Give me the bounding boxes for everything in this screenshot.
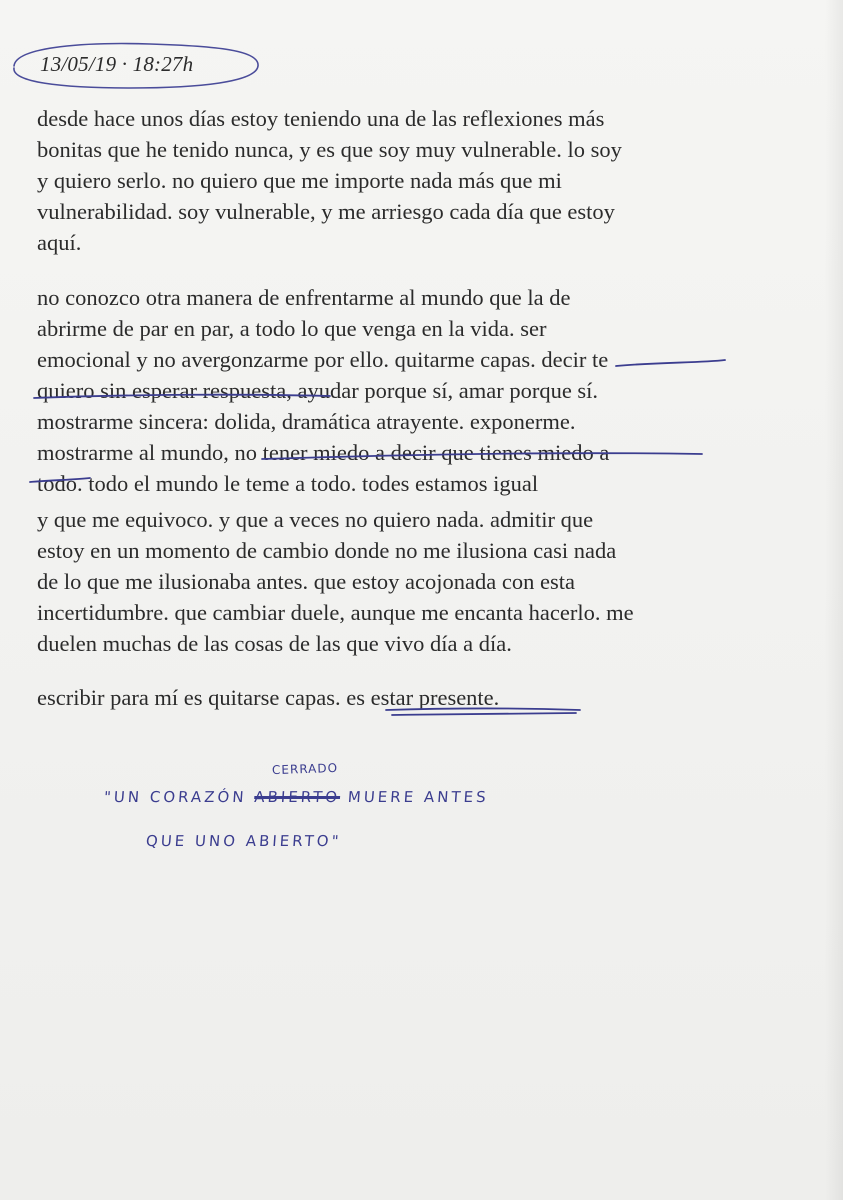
underline-no-tener-miedo (262, 453, 702, 459)
text-line: quiero sin esperar respuesta, ayudar porque sí, amar porque sí. (37, 378, 599, 403)
text-line: desde hace unos días estoy teniendo una de las reflexiones más (37, 106, 605, 131)
hw-quote-start: "UN CORAZÓN (103, 788, 248, 806)
text-line: bonitas que he tenido nunca, y es que soy muy vulnerable. lo soy (37, 137, 622, 162)
text-line: y que me equivoco. y que a veces no quiero nada. admitir que (37, 507, 594, 532)
hw-struck-word: ABIERTO (253, 788, 341, 806)
text-line: todo. todo el mundo le teme a todo. todes estamos igual (37, 471, 539, 496)
underline-es-estar-presente-2 (392, 713, 576, 715)
text-line: y quiero serlo. no quiero que me importe nada más que mi (37, 168, 562, 193)
text-line: incertidumbre. que cambiar duele, aunque me encanta hacerlo. me (37, 600, 634, 625)
underline-decir-te (616, 360, 725, 366)
hw-quote-end: MUERE ANTES (347, 788, 490, 806)
text-line: estoy en un momento de cambio donde no me ilusiona casi nada (37, 538, 617, 563)
underline-es-estar-presente (386, 709, 580, 711)
entry-date: 13/05/19 · 18:27h (40, 52, 194, 76)
handwritten-quote-line-1 (103, 788, 489, 806)
text-line: mostrarme al mundo, no tener miedo a decir que tienes miedo a (37, 440, 610, 465)
text-line: escribir para mí es quitarse capas. es estar presente. (37, 685, 500, 710)
text-line: no conozco otra manera de enfrentarme al mundo que la de (37, 285, 571, 310)
text-line: aquí. (37, 230, 82, 255)
text-line: vulnerabilidad. soy vulnerable, y me arriesgo cada día que estoy (37, 199, 615, 224)
hw-correction-word: CERRADO (271, 760, 339, 778)
text-line: abrirme de par en par, a todo lo que venga en la vida. ser (37, 316, 547, 341)
handwritten-quote-line-2: QUE UNO ABIERTO" (145, 832, 343, 850)
text-line: duelen muchas de las cosas de las que vivo día a día. (37, 631, 512, 656)
underline-todo (30, 478, 90, 482)
text-line: mostrarme sincera: dolida, dramática atrayente. exponerme. (37, 409, 576, 434)
underline-quiero-sin-esperar (34, 395, 330, 398)
text-line: emocional y no avergonzarme por ello. quitarme capas. decir te (37, 347, 609, 372)
text-line: de lo que me ilusionaba antes. que estoy acojonada con esta (37, 569, 575, 594)
